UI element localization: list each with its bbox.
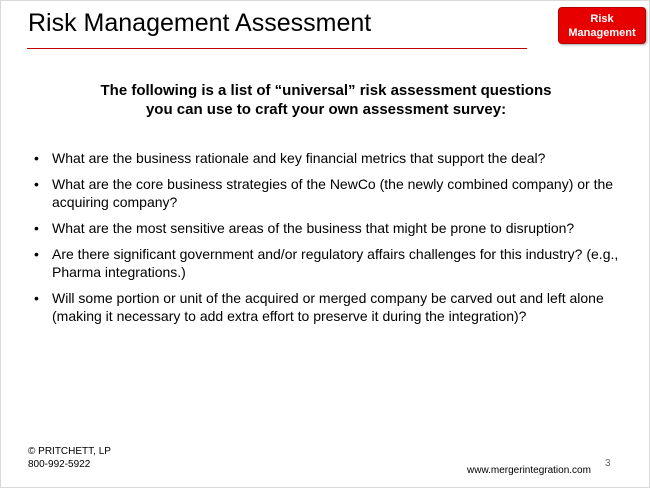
bullet-icon: • [34,150,39,166]
footer-contact [28,445,111,471]
list-item [31,175,621,211]
list-item [31,245,621,281]
list-item [31,219,621,237]
intro-line-1: The following is a list of “universal” risk assessment questions [100,82,552,99]
phone-number: 800-992-5922 [28,459,91,470]
section-badge [558,7,646,44]
list-item [31,149,621,167]
badge-line-2: Management [568,27,636,39]
slide-title: Risk Management Assessment [28,9,372,37]
question-text: What are the business rationale and key financial metrics that support the deal? [52,150,546,166]
bullet-icon: • [34,246,39,262]
question-text: What are the most sensitive areas of the business that might be prone to disruption? [52,220,575,236]
question-text: Will some portion or unit of the acquired or merged company be carved out and left alone (making it necessary to add extra effort to preserve it during the integration)? [52,290,604,324]
list-item [31,289,621,325]
bullet-icon: • [34,220,39,236]
question-list [31,149,621,333]
page-number: 3 [605,458,611,469]
badge-line-1: Risk [590,13,614,25]
question-text: Are there significant government and/or regulatory affairs challenges for this industry? (e.g., Pharma integrations.) [52,246,619,280]
question-text: What are the core business strategies of the NewCo (the newly combined company) or the acquiring company? [52,176,614,210]
bullet-icon: • [34,290,39,306]
bullet-icon: • [34,176,39,192]
footer-website-link[interactable]: www.mergerintegration.com [467,465,591,476]
title-divider [27,48,527,49]
copyright-text: © PRITCHETT, LP [28,446,111,457]
intro-text [31,81,621,119]
intro-line-2: you can use to craft your own assessment survey: [145,101,507,118]
